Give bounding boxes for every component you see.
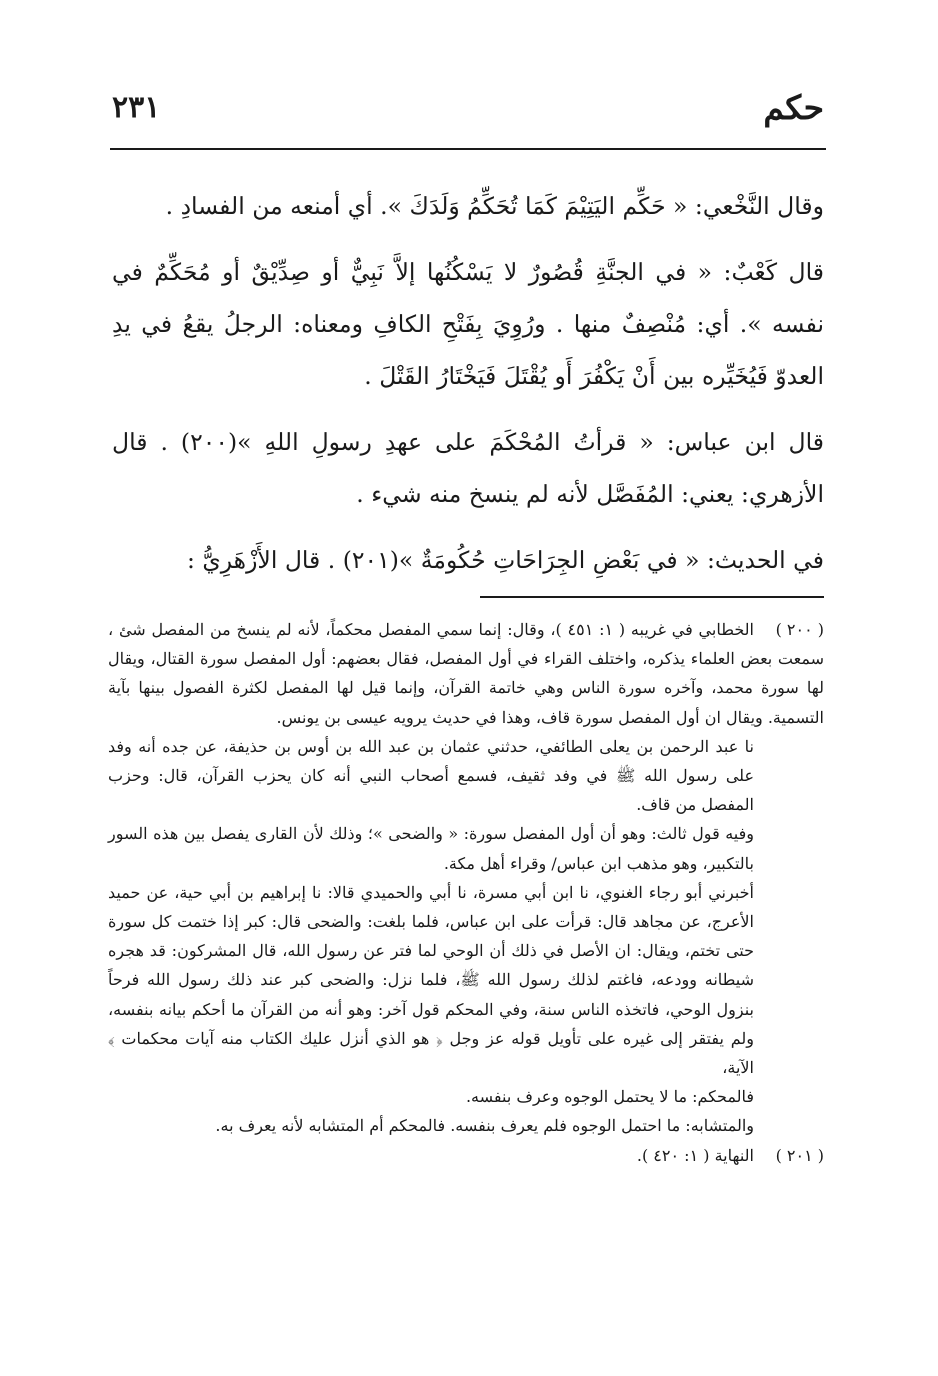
paragraph-nakhai: وقال النَّخْعي: « حَكِّم اليَتِيْمَ كَمَا تُحَكِّمُ وَلَدَكَ ». أي أمنعه من الفسادِ . <box>165 192 824 220</box>
paragraph-kaab: قال كَعْبٌ: « في الجنَّةِ قُصُورٌ لا يَسْكُنُها إلاَّ نَبِيٌّ أو صِدِّيْقٌ أو مُحَكِّمٌ في نفسه ». أي: مُنْصِفٌ منها . ورُوِيَ بِفَتْحِ الكافِ ومعناه: الرجلُ يقعُ في يدِ العدوّ فَيُخَيِّره بين أَنْ يَكْفُرَ أَو يُقْتَلَ فَيَخْتَارُ القَتْلَ . <box>112 258 824 390</box>
running-header <box>112 88 824 138</box>
paragraph-hadith: في الحديث: « في بَعْضِ الجِرَاحَاتِ حُكُومَةٌ »(٢٠١) . قال الأَزْهَرِيُّ : <box>186 546 824 574</box>
header-rule <box>110 148 826 150</box>
footnote-paragraph: وفيه قول ثالث: وهو أن أول المفصل سورة: « والضحى »؛ وذلك لأن القارى يفصل بين هذه السور بالتكبير، وهو مذهب ابن عباس/ وقراء أهل مكة. <box>108 824 754 873</box>
footnote-paragraph: فالمحكم: ما لا يحتمل الوجوه وعرف بنفسه. <box>465 1087 754 1107</box>
footnote-201 <box>108 1141 824 1170</box>
footnote-number: ( ٢٠١ ) <box>775 1145 824 1165</box>
footnote-paragraph: أخبرني أبو رجاء الغنوي، نا ابن أبي مسرة، نا أبي والحميدي قالا: نا إبراهيم بن أبي حية، عن حميد الأعرج، عن مجاهد قال: قرأت على ابن عباس، فلما بلغت: والضحى قال: كبر إذا ختمت كل سورة حتى تختم، ويقال: ان الأصل في ذلك أن الوحي لما فتر عن رسول الله، قال المشركون: قد هجره شيطانه وودعه، فاغتم لذلك رسول الله ﷺ، فلما نزل: والضحى كبر عند ذلك رسول الله فرحاً بنزول الوحي، فاتخذه الناس سنة، وفي المحكم قول آخر: وهو أنه من القرآن ما أحكم بيانه بنفسه، ولم يفتقر إلى غيره على تأويل قوله عز وجل ﴿ هو الذي أنزل عليك الكتاب منه آيات محكمات ﴾ الآية، <box>108 882 755 1078</box>
page-number: ٢٣١ <box>112 90 161 125</box>
footnote-text: النهاية ( ١: ٤٢٠ ). <box>636 1145 754 1165</box>
footnote-text: الخطابي في غريبه ( ١: ٤٥١ )، وقال: إنما سمي المفصل محكماً، لأنه لم ينسخ من المفصل شئ ، سمعت بعض العلماء يذكره، واختلف القراء في أول المفصل، فقال بعضهم: أول المفصل سورة القتال، ويقال لها سورة محمد، وآخره سورة الناس وهي خاتمة القرآن، وإنما قيل لها المفصل لكثرة الفصول بينها بآية التسمية. ويقال ان أول المفصل سورة قاف، وهذا في حديث يرويه عيسى بن يونس. <box>108 620 825 727</box>
footnote-paragraph: والمتشابه: ما احتمل الوجوه فلم يعرف بنفسه. فالمحكم أم المتشابه لأنه يعرف به. <box>215 1116 754 1136</box>
footnote-200 <box>108 615 824 732</box>
paragraph-ibn-abbas: قال ابن عباس: « قرأتُ المُحْكَمَ على عهدِ رسولِ اللهِ »(٢٠٠) . قال الأزهري: يعني: المُفَصَّل لأنه لم ينسخ منه شيء . <box>112 428 824 508</box>
running-title: حكم <box>763 88 824 127</box>
footnote-number: ( ٢٠٠ ) <box>775 620 824 639</box>
footnote-paragraph: نا عبد الرحمن بن يعلى الطائفي، حدثني عثمان بن عبد الله بن أوس بن حذيفة، عن جده أنه وفد على رسول الله ﷺ في وفد ثقيف، فسمع أصحاب النبي أنه كان يحزب القرآن، قال: وحزب المفصل من قاف. <box>108 736 754 815</box>
footnotes <box>108 615 824 1170</box>
main-text <box>112 180 824 586</box>
footnote-rule <box>480 596 824 598</box>
